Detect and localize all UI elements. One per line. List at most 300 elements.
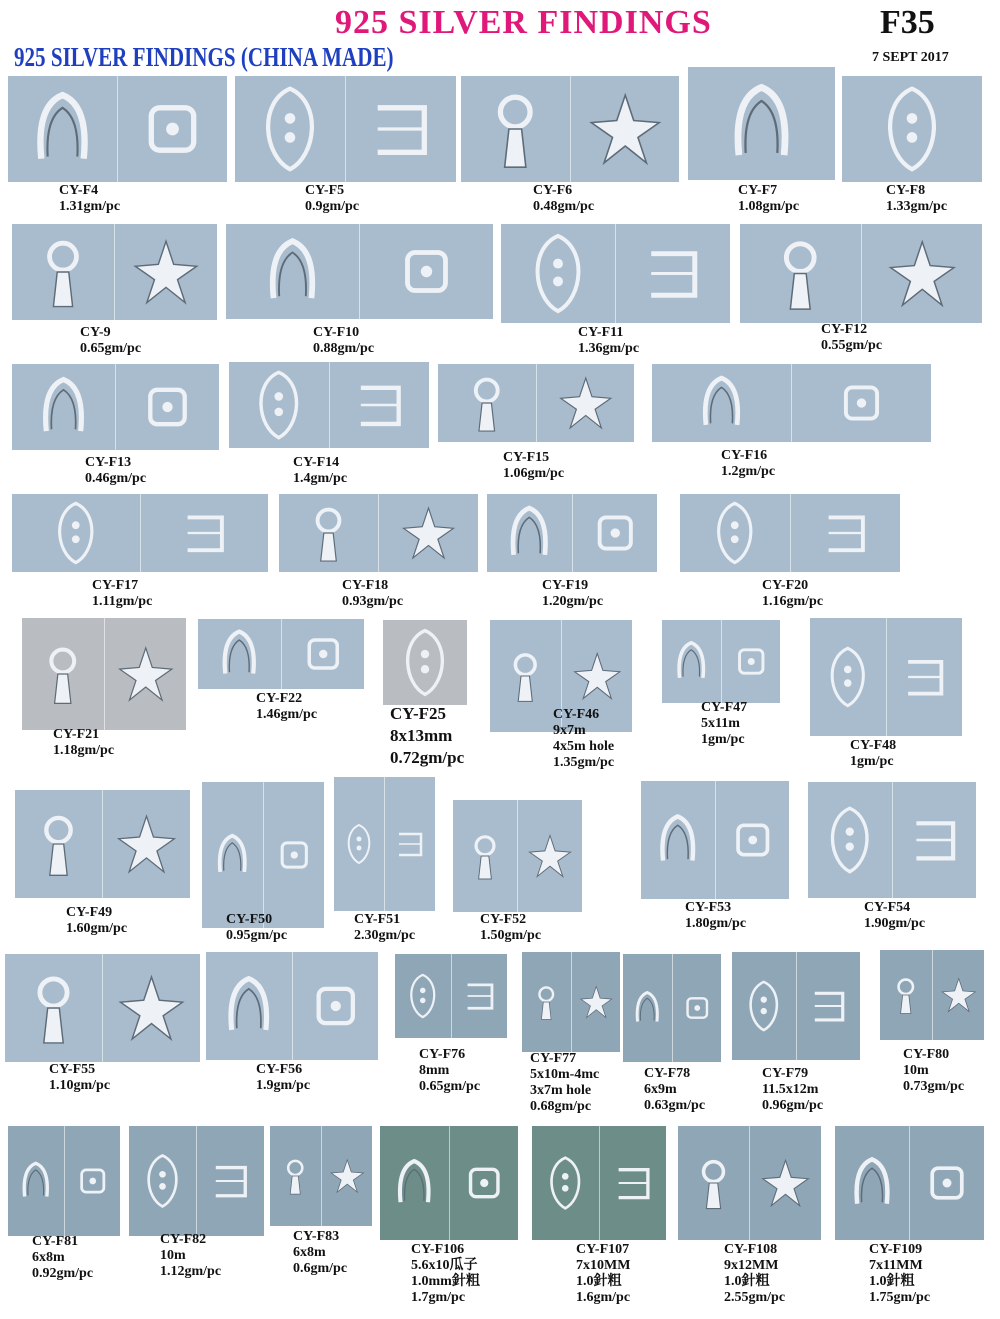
product-code: CY-F4 xyxy=(59,183,99,198)
photo-front-view xyxy=(453,800,517,912)
product-label-cy-f78 xyxy=(644,1066,705,1114)
silver-finding-icon xyxy=(383,620,467,705)
product-spec: 1.20gm/pc xyxy=(542,594,604,609)
photo-front-view xyxy=(12,224,114,320)
product-spec: 1.31gm/pc xyxy=(59,199,121,214)
silver-finding-icon xyxy=(197,1126,264,1236)
silver-finding-icon xyxy=(571,76,680,182)
product-spec: 3x7m hole xyxy=(530,1083,592,1098)
silver-finding-icon xyxy=(385,777,435,911)
photo-side-view xyxy=(196,1126,264,1236)
product-photo-cy-f83 xyxy=(270,1126,372,1226)
photo-front-view xyxy=(652,364,791,442)
silver-finding-icon xyxy=(330,362,430,448)
product-code: CY-F109 xyxy=(869,1242,923,1257)
silver-finding-icon xyxy=(202,782,263,928)
product-spec: 0.88gm/pc xyxy=(313,341,375,356)
product-label-cy-f25 xyxy=(390,703,464,769)
photo-front-view xyxy=(688,67,835,180)
product-photo-cy-f51 xyxy=(334,777,435,911)
silver-finding-icon xyxy=(116,364,219,450)
product-code: CY-F17 xyxy=(92,578,139,593)
product-spec: 6x8m xyxy=(293,1245,326,1260)
photo-side-view xyxy=(536,364,635,442)
product-photo-cy-f78 xyxy=(623,954,721,1062)
silver-finding-icon xyxy=(792,364,931,442)
photo-front-view xyxy=(501,224,615,323)
product-spec: 10m xyxy=(903,1063,929,1078)
product-spec: 0.65gm/pc xyxy=(80,341,142,356)
silver-finding-icon xyxy=(808,782,892,898)
photo-front-view xyxy=(15,790,102,898)
product-spec: 5.6x10瓜子 xyxy=(411,1258,478,1273)
product-spec: 4x5m hole xyxy=(553,739,615,754)
product-photo-cy-f77 xyxy=(522,952,620,1052)
product-spec: 6x8m xyxy=(32,1250,65,1265)
photo-front-view xyxy=(395,954,451,1038)
product-label-cy-f11 xyxy=(578,325,639,357)
product-spec: 1.80gm/pc xyxy=(685,916,747,931)
photo-front-view xyxy=(334,777,384,911)
silver-finding-icon xyxy=(573,494,658,572)
product-label-cy-f83 xyxy=(293,1229,347,1277)
product-photo-cy-f108 xyxy=(678,1126,821,1240)
product-photo-cy-f106 xyxy=(380,1126,518,1240)
product-photo-cy-9 xyxy=(12,224,217,320)
product-spec: 9x12MM xyxy=(724,1258,779,1273)
photo-side-view xyxy=(140,494,269,572)
product-photo-cy-f53 xyxy=(641,781,789,899)
photo-side-view xyxy=(615,224,730,323)
product-spec: 7x11MM xyxy=(869,1258,923,1273)
product-label-cy-f109 xyxy=(869,1242,930,1306)
product-code: CY-F79 xyxy=(762,1066,809,1081)
silver-finding-icon xyxy=(537,364,635,442)
product-label-cy-f55 xyxy=(49,1062,110,1094)
silver-finding-icon xyxy=(279,494,378,572)
product-spec: 0.6gm/pc xyxy=(293,1261,348,1276)
product-label-cy-f16 xyxy=(721,448,775,480)
silver-finding-icon xyxy=(270,1126,321,1226)
photo-side-view xyxy=(909,1126,984,1240)
product-spec: 1.9gm/pc xyxy=(256,1078,311,1093)
product-spec: 1.33gm/pc xyxy=(886,199,948,214)
product-label-cy-f106 xyxy=(411,1242,480,1306)
product-spec: 1.46gm/pc xyxy=(256,707,318,722)
product-code: CY-F78 xyxy=(644,1066,691,1081)
silver-finding-icon xyxy=(680,494,790,572)
product-photo-cy-f50 xyxy=(202,782,324,928)
photo-side-view xyxy=(102,790,190,898)
product-photo-cy-f56 xyxy=(206,952,378,1060)
photo-side-view xyxy=(114,224,217,320)
product-photo-cy-f12 xyxy=(740,224,982,323)
silver-finding-icon xyxy=(129,1126,196,1236)
product-photo-cy-f81 xyxy=(8,1126,120,1236)
product-spec: 7x10MM xyxy=(576,1258,631,1273)
product-spec: 1.18gm/pc xyxy=(53,743,115,758)
product-photo-cy-f17 xyxy=(12,494,268,572)
product-spec: 0.72gm/pc xyxy=(390,748,465,767)
photo-side-view xyxy=(672,954,722,1062)
product-label-cy-f14 xyxy=(293,455,347,487)
product-photo-cy-f82 xyxy=(129,1126,264,1236)
product-label-cy-f17 xyxy=(92,578,152,610)
silver-finding-icon xyxy=(379,494,478,572)
photo-front-view xyxy=(641,781,715,899)
product-label-cy-f18 xyxy=(342,578,403,610)
product-label-cy-f6 xyxy=(533,183,594,215)
product-photo-cy-f7 xyxy=(688,67,835,180)
product-code: CY-F15 xyxy=(503,450,550,465)
silver-finding-icon xyxy=(380,1126,449,1240)
product-spec: 1gm/pc xyxy=(850,754,894,769)
silver-finding-icon xyxy=(115,224,217,320)
photo-side-view xyxy=(571,952,621,1052)
product-code: CY-F108 xyxy=(724,1242,778,1257)
silver-finding-icon xyxy=(12,494,140,572)
silver-finding-icon xyxy=(15,790,102,898)
silver-finding-icon xyxy=(395,954,451,1038)
product-spec: 0.65gm/pc xyxy=(419,1079,481,1094)
silver-finding-icon xyxy=(461,76,570,182)
product-label-cy-f20 xyxy=(762,578,823,610)
product-spec: 0.9gm/pc xyxy=(305,199,360,214)
product-spec: 1.0針粗 xyxy=(724,1274,770,1289)
photo-front-view xyxy=(810,618,886,736)
silver-finding-icon xyxy=(532,1126,599,1240)
product-label-cy-f77 xyxy=(530,1051,599,1115)
product-code: CY-F80 xyxy=(903,1047,950,1062)
catalog-code: F35 xyxy=(880,4,935,41)
product-code: CY-F49 xyxy=(66,905,113,920)
product-label-cy-f108 xyxy=(724,1242,785,1306)
silver-finding-icon xyxy=(933,950,985,1040)
photo-side-view xyxy=(721,620,781,703)
product-photo-cy-f6 xyxy=(461,76,679,182)
product-code: CY-F82 xyxy=(160,1232,207,1247)
product-spec: 1.2gm/pc xyxy=(721,464,776,479)
photo-side-view xyxy=(570,76,680,182)
product-photo-cy-f49 xyxy=(15,790,190,898)
product-spec: 8x13mm xyxy=(390,726,453,745)
silver-finding-icon xyxy=(334,777,384,911)
silver-finding-icon xyxy=(360,224,493,319)
silver-finding-icon xyxy=(452,954,508,1038)
product-label-cy-9 xyxy=(80,325,141,357)
silver-finding-icon xyxy=(229,362,329,448)
catalog-date: 7 SEPT 2017 xyxy=(872,50,949,65)
product-spec: 0.63gm/pc xyxy=(644,1098,706,1113)
photo-front-view xyxy=(438,364,536,442)
product-spec: 6x9m xyxy=(644,1082,677,1097)
product-label-cy-f81 xyxy=(32,1234,93,1282)
photo-side-view xyxy=(451,954,508,1038)
product-label-cy-f53 xyxy=(685,900,746,932)
product-label-cy-f21 xyxy=(53,727,114,759)
photo-front-view xyxy=(12,364,115,450)
product-code: CY-F54 xyxy=(864,900,911,915)
product-photo-cy-f79 xyxy=(732,952,860,1060)
product-photo-cy-f14 xyxy=(229,362,429,448)
product-spec: 0.93gm/pc xyxy=(342,594,404,609)
silver-finding-icon xyxy=(600,1126,667,1240)
product-code: CY-F53 xyxy=(685,900,732,915)
photo-front-view xyxy=(8,76,117,182)
product-spec: 1.06gm/pc xyxy=(503,466,565,481)
silver-finding-icon xyxy=(490,620,561,732)
photo-front-view xyxy=(129,1126,196,1236)
silver-finding-icon xyxy=(264,782,325,928)
photo-front-view xyxy=(490,620,561,732)
silver-finding-icon xyxy=(22,618,104,730)
photo-side-view xyxy=(321,1126,373,1226)
product-spec: 11.5x12m xyxy=(762,1082,819,1097)
product-spec: 1.10gm/pc xyxy=(49,1078,111,1093)
product-spec: 9x7m xyxy=(553,723,586,738)
silver-finding-icon xyxy=(722,620,781,703)
product-spec: 2.55gm/pc xyxy=(724,1290,786,1305)
photo-side-view xyxy=(263,782,325,928)
product-code: CY-9 xyxy=(80,325,111,340)
product-photo-cy-f4 xyxy=(8,76,227,182)
product-spec: 1.4gm/pc xyxy=(293,471,348,486)
product-photo-cy-f22 xyxy=(198,619,364,689)
silver-finding-icon xyxy=(678,1126,749,1240)
product-label-cy-f54 xyxy=(864,900,925,932)
product-photo-cy-f5 xyxy=(235,76,456,182)
photo-front-view xyxy=(842,76,982,182)
product-photo-cy-f76 xyxy=(395,954,507,1038)
product-code: CY-F47 xyxy=(701,700,748,715)
photo-front-view xyxy=(380,1126,449,1240)
product-spec: 10m xyxy=(160,1248,186,1263)
photo-side-view xyxy=(790,494,901,572)
photo-front-view xyxy=(235,76,345,182)
product-label-cy-f79 xyxy=(762,1066,823,1114)
product-photo-cy-f52 xyxy=(453,800,582,912)
silver-finding-icon xyxy=(791,494,901,572)
product-spec: 0.95gm/pc xyxy=(226,928,288,943)
product-spec: 1.0針粗 xyxy=(869,1274,915,1289)
silver-finding-icon xyxy=(662,620,721,703)
product-photo-cy-f19 xyxy=(487,494,657,572)
silver-finding-icon xyxy=(141,494,269,572)
silver-finding-icon xyxy=(862,224,983,323)
photo-side-view xyxy=(329,362,430,448)
product-code: CY-F6 xyxy=(533,183,573,198)
product-spec: 0.96gm/pc xyxy=(762,1098,824,1113)
silver-finding-icon xyxy=(750,1126,821,1240)
product-spec: 0.46gm/pc xyxy=(85,471,147,486)
product-label-cy-f7 xyxy=(738,183,799,215)
silver-finding-icon xyxy=(887,618,963,736)
product-spec: 1.75gm/pc xyxy=(869,1290,931,1305)
photo-side-view xyxy=(117,76,227,182)
product-label-cy-f19 xyxy=(542,578,603,610)
photo-front-view xyxy=(279,494,378,572)
product-spec: 1.6gm/pc xyxy=(576,1290,631,1305)
product-photo-cy-f54 xyxy=(808,782,976,898)
photo-front-view xyxy=(835,1126,909,1240)
product-code: CY-F5 xyxy=(305,183,345,198)
product-spec: 1.36gm/pc xyxy=(578,341,640,356)
photo-front-view xyxy=(206,952,292,1060)
product-label-cy-f8 xyxy=(886,183,947,215)
photo-front-view xyxy=(680,494,790,572)
product-label-cy-f22 xyxy=(256,691,317,723)
silver-finding-icon xyxy=(797,952,861,1060)
product-code: CY-F22 xyxy=(256,691,303,706)
product-spec: 1.11gm/pc xyxy=(92,594,153,609)
product-code: CY-F107 xyxy=(576,1242,630,1257)
product-code: CY-F46 xyxy=(553,707,600,722)
photo-front-view xyxy=(198,619,281,689)
product-label-cy-f82 xyxy=(160,1232,221,1280)
product-spec: 0.68gm/pc xyxy=(530,1099,592,1114)
photo-front-view xyxy=(8,1126,64,1236)
photo-front-view xyxy=(532,1126,599,1240)
silver-finding-icon xyxy=(282,619,365,689)
product-spec: 8mm xyxy=(419,1063,450,1078)
product-code: CY-F25 xyxy=(390,704,447,723)
photo-side-view xyxy=(64,1126,121,1236)
silver-finding-icon xyxy=(522,952,571,1052)
product-spec: 1.7gm/pc xyxy=(411,1290,466,1305)
product-code: CY-F21 xyxy=(53,727,100,742)
page-subtitle: 925 SILVER FINDINGS (CHINA MADE) xyxy=(14,42,394,72)
silver-finding-icon xyxy=(842,76,982,182)
product-code: CY-F8 xyxy=(886,183,926,198)
silver-finding-icon xyxy=(103,954,200,1062)
product-spec: 0.73gm/pc xyxy=(903,1079,965,1094)
product-code: CY-F19 xyxy=(542,578,589,593)
photo-side-view xyxy=(104,618,187,730)
product-spec: 0.48gm/pc xyxy=(533,199,595,214)
photo-front-view xyxy=(270,1126,321,1226)
product-code: CY-F81 xyxy=(32,1234,79,1249)
product-photo-cy-f15 xyxy=(438,364,634,442)
photo-side-view xyxy=(359,224,493,319)
product-spec: 1.90gm/pc xyxy=(864,916,926,931)
silver-finding-icon xyxy=(616,224,730,323)
product-label-cy-f80 xyxy=(903,1047,964,1095)
photo-side-view xyxy=(932,950,985,1040)
photo-front-view xyxy=(226,224,359,319)
photo-front-view xyxy=(740,224,861,323)
product-photo-cy-f21 xyxy=(22,618,186,730)
product-spec: 1.08gm/pc xyxy=(738,199,800,214)
photo-front-view xyxy=(202,782,263,928)
photo-side-view xyxy=(796,952,861,1060)
photo-front-view xyxy=(229,362,329,448)
silver-finding-icon xyxy=(716,781,790,899)
silver-finding-icon xyxy=(518,800,582,912)
photo-side-view xyxy=(292,952,379,1060)
photo-front-view xyxy=(678,1126,749,1240)
product-code: CY-F12 xyxy=(821,322,868,337)
silver-finding-icon xyxy=(652,364,791,442)
photo-side-view xyxy=(115,364,219,450)
product-code: CY-F106 xyxy=(411,1242,465,1257)
product-code: CY-F11 xyxy=(578,325,624,340)
photo-front-view xyxy=(12,494,140,572)
photo-side-view xyxy=(449,1126,519,1240)
product-spec: 5x10m-4mc xyxy=(530,1067,600,1082)
photo-side-view xyxy=(892,782,977,898)
product-spec: 0.92gm/pc xyxy=(32,1266,94,1281)
photo-side-view xyxy=(749,1126,821,1240)
product-label-cy-f15 xyxy=(503,450,564,482)
silver-finding-icon xyxy=(293,952,379,1060)
product-code: CY-F55 xyxy=(49,1062,96,1077)
silver-finding-icon xyxy=(501,224,615,323)
silver-finding-icon xyxy=(450,1126,519,1240)
photo-front-view xyxy=(808,782,892,898)
photo-side-view xyxy=(378,494,478,572)
silver-finding-icon xyxy=(103,790,190,898)
silver-finding-icon xyxy=(487,494,572,572)
photo-front-view xyxy=(522,952,571,1052)
silver-finding-icon xyxy=(688,67,835,180)
product-label-cy-f107 xyxy=(576,1242,630,1306)
silver-finding-icon xyxy=(623,954,672,1062)
silver-finding-icon xyxy=(740,224,861,323)
product-spec: 1.0mm針粗 xyxy=(411,1274,480,1289)
photo-side-view xyxy=(572,494,658,572)
photo-side-view xyxy=(345,76,456,182)
photo-front-view xyxy=(662,620,721,703)
product-spec: 1.0針粗 xyxy=(576,1274,622,1289)
product-code: CY-F7 xyxy=(738,183,778,198)
silver-finding-icon xyxy=(5,954,102,1062)
silver-finding-icon xyxy=(346,76,456,182)
photo-front-view xyxy=(880,950,932,1040)
product-photo-cy-f11 xyxy=(501,224,730,323)
product-code: CY-F48 xyxy=(850,738,897,753)
product-label-cy-f12 xyxy=(821,322,882,354)
silver-finding-icon xyxy=(8,1126,64,1236)
photo-front-view xyxy=(461,76,570,182)
product-photo-cy-f13 xyxy=(12,364,219,450)
photo-side-view xyxy=(861,224,983,323)
product-label-cy-f13 xyxy=(85,455,146,487)
product-photo-cy-f10 xyxy=(226,224,493,319)
product-photo-cy-f20 xyxy=(680,494,900,572)
silver-finding-icon xyxy=(835,1126,909,1240)
photo-side-view xyxy=(791,364,931,442)
silver-finding-icon xyxy=(235,76,345,182)
silver-finding-icon xyxy=(893,782,977,898)
silver-finding-icon xyxy=(118,76,227,182)
page-title: 925 SILVER FINDINGS xyxy=(335,4,712,41)
product-spec: 1.35gm/pc xyxy=(553,755,615,770)
product-label-cy-f56 xyxy=(256,1062,310,1094)
product-code: CY-F77 xyxy=(530,1051,577,1066)
silver-finding-icon xyxy=(910,1126,984,1240)
product-code: CY-F52 xyxy=(480,912,527,927)
product-code: CY-F13 xyxy=(85,455,132,470)
silver-finding-icon xyxy=(226,224,359,319)
product-label-cy-f52 xyxy=(480,912,541,944)
photo-side-view xyxy=(599,1126,667,1240)
product-label-cy-f47 xyxy=(701,700,747,748)
photo-front-view xyxy=(487,494,572,572)
product-label-cy-f49 xyxy=(66,905,127,937)
silver-finding-icon xyxy=(572,952,621,1052)
silver-finding-icon xyxy=(453,800,517,912)
product-photo-cy-f16 xyxy=(652,364,931,442)
